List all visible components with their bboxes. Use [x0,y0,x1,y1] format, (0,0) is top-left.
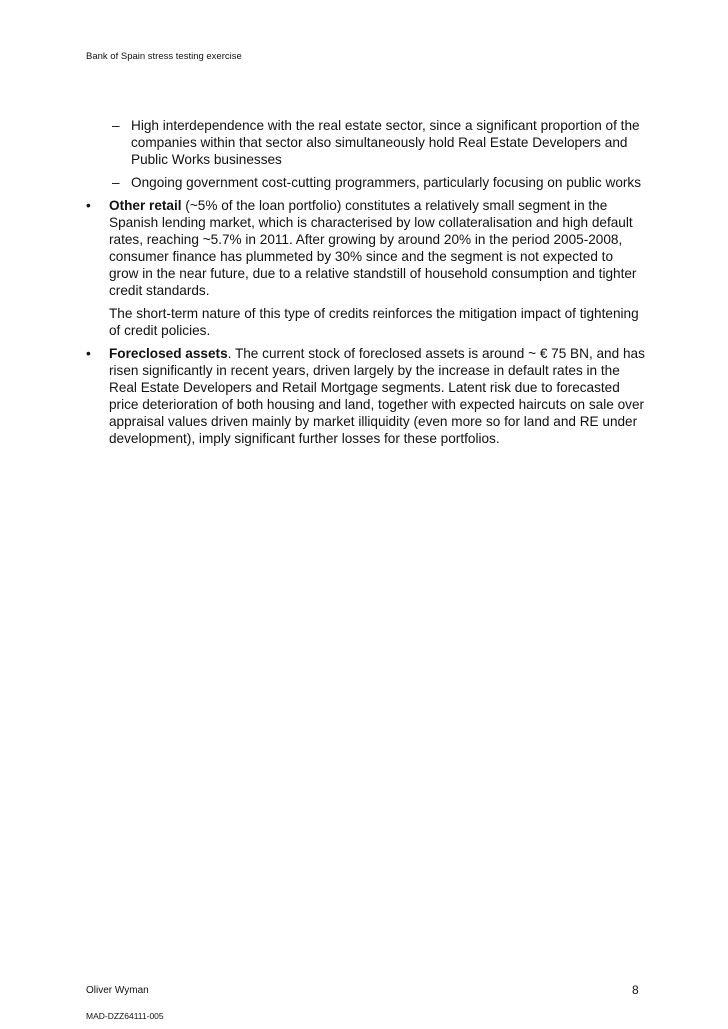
document-reference: MAD-DZZ64111-005 [86,1011,164,1021]
dash-item-text: High interdependence with the real estate sector, since a significant proportion of the companies within that sector also simultaneously hold Real Estate Developers and Public Works businesses [131,118,640,167]
footer-company: Oliver Wyman [86,985,149,996]
page-number: 8 [632,983,639,997]
dash-item-text: Ongoing government cost-cutting programmers, particularly focusing on public works [131,175,641,190]
body-content [86,117,646,453]
dash-list-item [86,117,646,168]
running-header: Bank of Spain stress testing exercise [86,51,242,62]
bullet-paragraph [109,345,646,447]
bullet-paragraph [109,197,646,299]
bullet-heading: Foreclosed assets [109,346,228,361]
bullet-heading: Other retail [109,198,182,213]
bullet-marker: • [86,198,91,213]
bullet-text: (~5% of the loan portfolio) constitutes a relatively small segment in the Spanish lending market, which is characterised by low collateralisation and high default rates, reaching ~5.7% in 2011. After growing by around 20% in the period 2005-2008, consumer finance has plummeted by 30% since and the segment is not expected to grow in the near future, due to a relative standstill of household consumption and tighter credit standards. [109,198,637,298]
bullet-item-foreclosed-assets [86,345,646,447]
bullet-extra-paragraph: The short-term nature of this type of credits reinforces the mitigation impact of tightening of credit policies. [109,306,639,338]
dash-list-item [86,174,646,191]
bullet-marker: • [86,346,91,361]
dash-marker: – [112,175,120,190]
dash-marker: – [112,118,120,133]
bullet-text: . The current stock of foreclosed assets is around ~ € 75 BN, and has risen significantly in recent years, driven largely by the increase in default rates in the Real Estate Developers and Retail Mortgage segments. Latent risk due to forecasted price deterioration of both housing and land, together with expected haircuts on sale over appraisal values driven mainly by market illiquidity (even more so for land and RE under development), imply significant further losses for these portfolios. [109,346,645,446]
bullet-item-other-retail [86,197,646,339]
